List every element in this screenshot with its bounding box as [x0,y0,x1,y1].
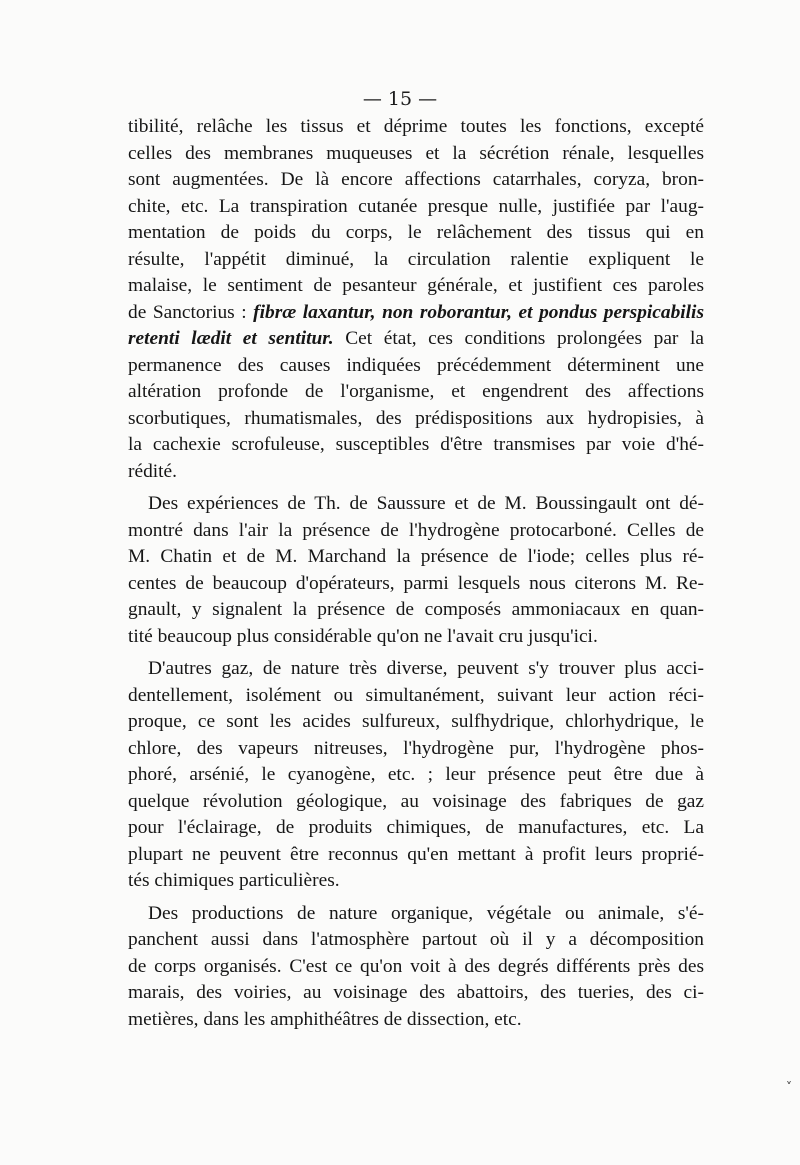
body-text [128,114,704,1033]
paragraph-3 [128,656,704,895]
text-line: chlore, des vapeurs nitreuses, l'hydrogène pur, l'hydrogène phos- [128,737,704,759]
text-line: malaise, le sentiment de pesanteur générale, et justifient ces paroles [128,275,704,296]
paragraph-4 [128,901,704,1034]
text-line: gnault, y signalent la présence de composés ammoniacaux en quan- [128,599,704,620]
quote-continuation: Cet état, ces conditions prolongées par la [333,328,704,349]
text-line: mentation de poids du corps, le relâchement des tissus qui en [128,222,704,243]
text-line: D'autres gaz, de nature très diverse, peuvent s'y trouver plus acci- [148,658,704,679]
text-line: tés chimiques particulières. [128,870,340,891]
text-line: scorbutiques, rhumatismales, des prédispositions aux hydropisies, à [128,407,704,429]
text-line: tité beaucoup plus considérable qu'on ne l'avait cru jusqu'ici. [128,625,598,647]
quote-intro: de Sanctorius : [128,301,254,323]
margin-mark: ˅ [786,1080,792,1094]
text-line: celles des membranes muqueuses et la sécrétion rénale, lesquelles [128,142,704,164]
text-line: la cachexie scrofuleuse, susceptibles d'être transmises par voie d'hé- [128,434,704,455]
text-line: rédité. [128,460,177,482]
text-line: permanence des causes indiquées précédemment déterminent une [128,354,704,376]
text-line: proque, ce sont les acides sulfureux, sulfhydrique, chlorhydrique, le [128,711,704,732]
text-line: altération profonde de l'organisme, et engendrent des affections [128,381,704,402]
text-line: tibilité, relâche les tissus et déprime toutes les fonctions, excepté [128,116,704,137]
text-line: marais, des voiries, au voisinage des abattoirs, des tueries, des ci- [128,982,704,1003]
text-line: résulte, l'appétit diminué, la circulation ralentie expliquent le [128,248,704,270]
text-line: pour l'éclairage, de produits chimiques, de manufactures, etc. La [128,817,704,838]
latin-quote: retenti lædit et sentitur. [128,328,334,349]
text-line: montré dans l'air la présence de l'hydrogène protocarboné. Celles de [128,519,704,541]
text-line: Des productions de nature organique, végétale ou animale, s'é- [148,902,704,924]
page-number: — 15 — [362,88,438,110]
quote-line [128,300,704,327]
text-line: sont augmentées. De là encore affections catarrhales, coryza, bron- [128,169,704,190]
text-line: Des expériences de Th. de Saussure et de M. Boussingault ont dé- [148,493,704,514]
text-line: de corps organisés. C'est ce qu'on voit à des degrés différents près des [128,955,704,977]
text-line: M. Chatin et de M. Marchand la présence de l'iode; celles plus ré- [128,546,704,567]
text-line: metières, dans les amphithéâtres de dissection, etc. [128,1008,522,1030]
paragraph-2 [128,491,704,650]
latin-quote: fibræ laxantur, non roborantur, et pondus perspicabilis [253,301,704,323]
text-line: plupart ne peuvent être reconnus qu'en mettant à profit leurs proprié- [128,843,704,865]
text-line: dentellement, isolément ou simultanément, suivant leur action réci- [128,684,704,706]
quote-line [128,326,704,353]
text-line: panchent aussi dans l'atmosphère partout où il y a décomposition [128,929,704,950]
paragraph-1 [128,114,704,485]
text-line: centes de beaucoup d'opérateurs, parmi lesquels nous citerons M. Re- [128,572,704,594]
text-line: chite, etc. La transpiration cutanée presque nulle, justifiée par l'aug- [128,195,704,217]
text-line: quelque révolution géologique, au voisinage des fabriques de gaz [128,790,704,812]
text-line: phoré, arsénié, le cyanogène, etc. ; leur présence peut être due à [128,764,704,785]
